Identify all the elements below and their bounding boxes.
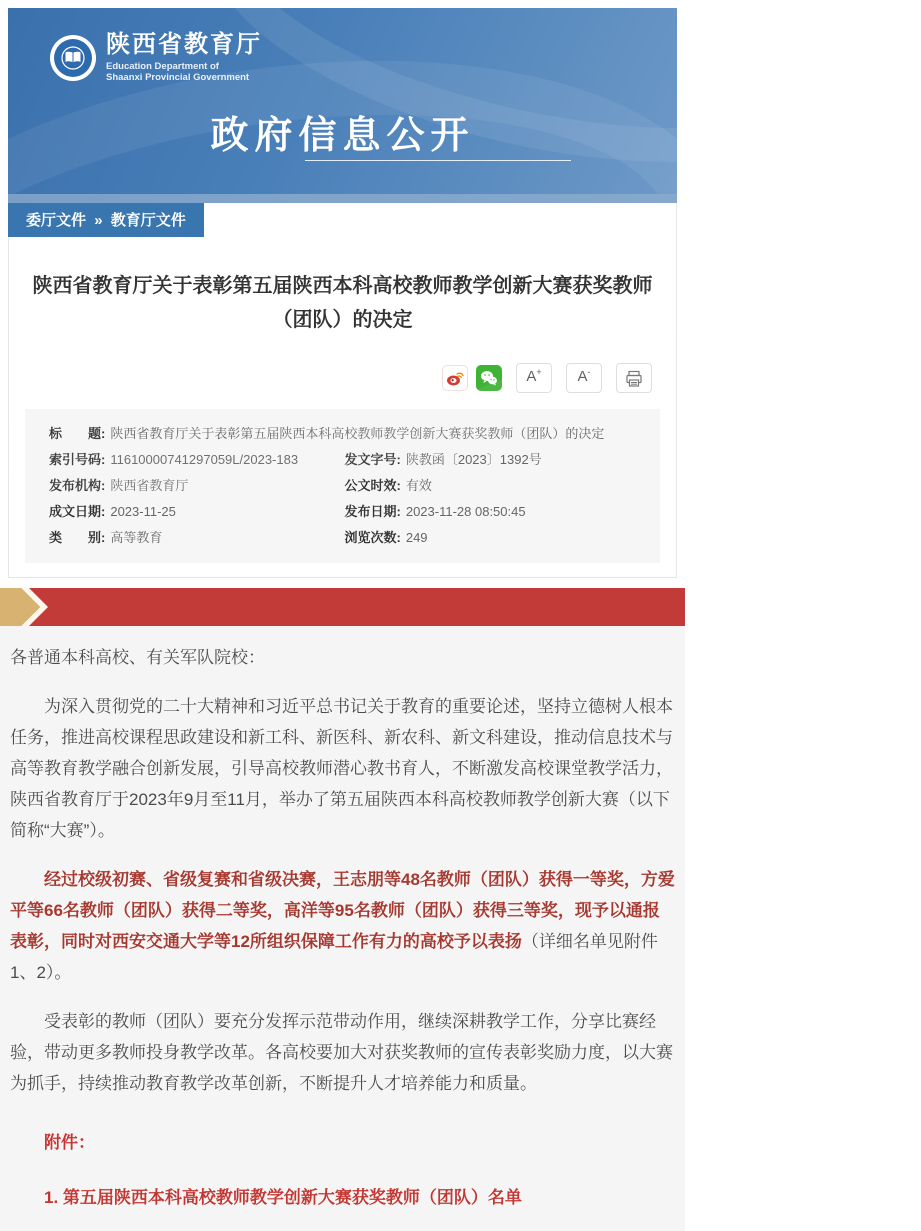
meta-value-document-number: 陕教函〔2023〕1392号 — [405, 452, 542, 467]
meta-value-publish-date: 2023-11-28 08:50:45 — [405, 504, 526, 519]
meta-label-validity: 公文时效: — [344, 478, 401, 493]
meta-label-view-count: 浏览次数: — [344, 530, 401, 545]
meta-label-written-date: 成文日期: — [49, 504, 106, 519]
open-book-icon — [61, 46, 85, 70]
salutation-paragraph: 各普通本科高校、有关军队院校： — [10, 648, 265, 667]
meta-label-index-number: 索引号码: — [49, 452, 106, 467]
award-results-note: （详细名单见附件1、2）。 — [10, 932, 658, 982]
section-divider-bar — [0, 588, 685, 626]
meta-label-issuing-agency: 发布机构: — [49, 478, 106, 493]
breadcrumb-current[interactable]: 教育厅文件 — [110, 212, 186, 229]
meta-label-document-number: 发文字号: — [344, 452, 401, 467]
attachment-link-1[interactable]: 1. 第五届陕西本科高校教师教学创新大赛获奖教师（团队）名单 — [44, 1188, 522, 1207]
meta-row — [49, 525, 640, 551]
meta-label-category: 类 别: — [49, 530, 106, 545]
site-header-banner — [8, 8, 677, 203]
site-brand[interactable] — [50, 32, 262, 83]
article-body — [0, 626, 685, 1231]
chevron-right-icon — [0, 588, 50, 626]
meta-value-title: 陕西省教育厅关于表彰第五届陕西本科高校教师教学创新大赛获奖教师（团队）的决定 — [110, 426, 605, 441]
font-decrease-button[interactable]: A - — [566, 363, 602, 393]
award-results-highlight: 经过校级初赛、省级复赛和省级决赛，王志朋等48名教师（团队）获得一等奖，方爱平等66名教师（团队）获得二等奖，高洋等95名教师（团队）获得三等奖，现予以通报表彰，同时对西安交通大学等12所组织保障工作有力的高校予以表扬 — [10, 870, 675, 951]
meta-value-view-count: 249 — [405, 530, 428, 545]
page-title: 陕西省教育厅关于表彰第五届陕西本科高校教师教学创新大赛获奖教师（团队）的决定 — [32, 275, 653, 331]
header-bottom-strip — [8, 194, 677, 203]
meta-value-category: 高等教育 — [110, 530, 163, 545]
attachments-heading: 附件： — [44, 1133, 95, 1152]
page — [0, 8, 685, 1207]
breadcrumb-separator: » — [94, 212, 103, 229]
font-increase-button[interactable]: A + — [516, 363, 552, 393]
print-icon — [625, 370, 643, 388]
award-results-paragraph — [10, 864, 675, 988]
breadcrumb-section[interactable]: 委厅文件 — [26, 212, 87, 229]
meta-value-issuing-agency: 陕西省教育厅 — [110, 478, 189, 493]
meta-value-index-number: 11610000741297059L/2023-183 — [110, 452, 299, 467]
background-paragraph: 为深入贯彻党的二十大精神和习近平总书记关于教育的重要论述，坚持立德树人根本任务，推进高校课程思政建设和新工科、新医科、新农科、新文科建设，推动信息技术与高等教育教学融合创新发展，引导高校教师潜心教书育人，不断激发高校课堂教学活力，陕西省教育厅于2023年9月至11月，举办了第五届陕西本科高校教师教学创新大赛（以下简称“大赛”）。 — [10, 697, 673, 840]
site-name: 陕西省教育厅 — [106, 31, 262, 58]
site-name-english: Education Department of Shaanxi Provincial Government — [106, 61, 250, 83]
education-department-seal-icon — [50, 35, 96, 81]
meta-value-written-date: 2023-11-25 — [110, 504, 176, 519]
requirements-paragraph: 受表彰的教师（团队）要充分发挥示范带动作用，继续深耕教学工作，分享比赛经验，带动更多教师投身教学改革。各高校要加大对获奖教师的宣传表彰奖励力度，以大赛为抓手，持续推动教育教学改革创新，不断提升人才培养能力和质量。 — [10, 1012, 673, 1093]
meta-value-validity: 有效 — [405, 478, 432, 493]
meta-label-publish-date: 发布日期: — [344, 504, 401, 519]
meta-label-title: 标 题: — [49, 426, 106, 441]
banner-underline — [305, 160, 571, 161]
banner-title: 政府信息公开 — [210, 115, 475, 157]
meta-row — [49, 499, 640, 525]
